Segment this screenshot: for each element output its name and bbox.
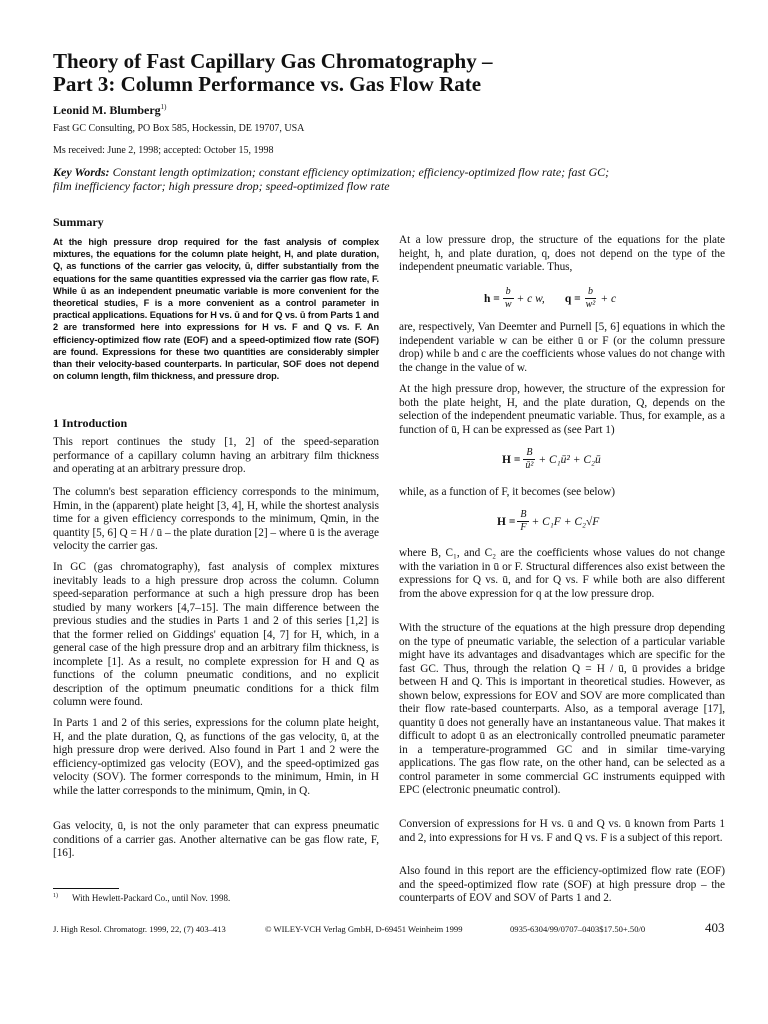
right-paragraph-1: At a low pressure drop, the structure of the equations for the plate height, h, and plate duration, q, does not depend on the type of the independent pneumatic variable. Thus,: [399, 234, 725, 273]
footnote-mark: 1): [53, 893, 58, 899]
equation-2: [502, 447, 601, 472]
right-paragraph-5: where B, C₁, and C₂ are the coefficients whose values do not change with the variation in ū or F. Structural differences also exist between the expressions for Q vs. ū, and for Q vs. F while both are also different from the above expression for q at the low pressure drop.: [399, 547, 725, 600]
eq3-fraction: [517, 509, 529, 534]
eq1-q: q =: [564, 292, 581, 305]
right-paragraph-2: are, respectively, Van Deemter and Purnell [5, 6] equations in which the independent variable w can be either ū or F (or the column pressure drop) while b and c are the coefficients whose values do not change with the change in the value of w.: [399, 321, 725, 374]
eq2-numerator: B: [523, 447, 535, 460]
footnote-rule: [53, 888, 119, 889]
page-number: 403: [705, 920, 725, 935]
intro-paragraph-3: In GC (gas chromatography), fast analysis of complex mixtures inevitably leads to a high pressure drop across the column. Column speed-separation performance at such a high pressure drop has been studied by many workers [4,7–15]. The main difference between the previous studies and the studies in Parts 1 and 2 of this series [1,2] is that the former relied on Giddings' equation [4, 7] for H, which, in a general case of the high pressure drop and an arbitrary film thickness, is incomplete [1]. As a result, no complete expression for H and Q as functions of the column pneumatic conditions, and no explicit description of the optimum pneumatic conditions for a thick film column were found.: [53, 561, 379, 708]
intro-heading: 1 Introduction: [53, 416, 128, 430]
right-paragraph-8: Also found in this report are the efficiency-optimized flow rate (EOF) and the speed-optimized flow rate (SOF) at high pressure drop – the counterparts of EOV and SOV of Parts 1 and 2.: [399, 865, 725, 904]
author-footnote-mark: 1): [160, 103, 167, 111]
right-paragraph-6: With the structure of the equations at the high pressure drop depending on the type of pneumatic variable, the selection of a particular variable might have its advantages and disadvantages which are specific for the fast GC. Thus, through the relation Q = H / ū, ū provides a bridge between H and Q. This is important in theoretical studies. However, as shown below, expressions for EOV and SOV are more complicated than their flow rate-based counterparts. Also, as a temporal average [17], quantity ū does not generally have an instantaneous value. That makes it difficult to adopt ū as an electronically controlled pneumatic parameter in a temperature-programmed GC and in similar time-varying applications. The gas flow rate, on the other hand, can be selected as a control parameter in some commercial GC instruments equipped with EPC (electronic pneumatic control).: [399, 622, 725, 796]
summary-text: At the high pressure drop required for the fast analysis of complex mixtures, the equations for the column plate height, H, and plate duration, Q, as functions of the carrier gas velocity, ū, differ substantially from the equations for the same quantities expressed via the carrier gas flow rate, F. While ū as an independent pneumatic variable is more convenient for the theoretical studies, F is a more convenient as a control parameter in practical applications. Equations for H vs. ū and for Q vs. ū from Parts 1 and 2 are transformed here into expressions for H vs. F and Q vs. F. An efficiency-optimized flow rate (EOF) and a speed-optimized flow rate (SOF) are found. Expressions for these two quantities are considerably simpler than their velocity-based counterparts. In particular, SOF does not depend on column length, film thickness, and pressure drop.: [53, 237, 379, 382]
footer-issn: 0935-6304/99/0707–0403$17.50+.50/0: [510, 924, 646, 934]
equation-3: [497, 509, 599, 534]
keywords: [53, 165, 713, 193]
eq2-denominator: ū²: [525, 460, 534, 471]
eq1-fraction-2: [583, 286, 599, 311]
intro-paragraph-5: Gas velocity, ū, is not the only parameter that can express pneumatic conditions of a carrier gas. Another alternative can be gas flow rate, F, [16].: [53, 820, 379, 859]
paper-title: [53, 50, 713, 96]
affiliation: Fast GC Consulting, PO Box 585, Hockessin, DE 19707, USA: [53, 123, 305, 134]
intro-paragraph-2: The column's best separation efficiency corresponds to the minimum, Hmin, in the (apparent) plate height [3, 4], H, while the shortest analysis time for a given efficiency corresponds to the minimum, Qmin, in the quantity [5, 6] Q = H / ū – the plate duration [2] – where ū is the average velocity the carrier gas.: [53, 486, 379, 552]
eq1-tail: + c w,: [516, 292, 545, 305]
eq1-fraction: [502, 286, 515, 311]
eq1-h: h =: [484, 292, 500, 305]
keywords-line-1: Constant length optimization; constant efficiency optimization; efficiency-optimized flow rate; fast GC;: [112, 165, 610, 179]
right-paragraph-3: At the high pressure drop, however, the structure of the expression for both the plate height, H, and the plate duration, Q, depends on the selection of the independent pneumatic variable. Thus, for example, as a function of ū, H can be expressed as (see Part 1): [399, 383, 725, 436]
eq1-tail-2: + c: [600, 292, 617, 305]
title-line-1: Theory of Fast Capillary Gas Chromatography –: [53, 49, 493, 73]
eq2-fraction: [522, 447, 536, 472]
eq3-denominator: F: [520, 522, 527, 533]
footnote-text: With Hewlett-Packard Co., until Nov. 1998.: [72, 893, 231, 903]
eq3-H: H =: [497, 515, 516, 528]
eq1-denominator-2: w²: [585, 299, 596, 310]
footer-publisher: © WILEY-VCH Verlag GmbH, D-69451 Weinheim 1999: [265, 924, 463, 934]
eq3-tail: + C₁F + C₂√F: [531, 515, 600, 528]
author-name: Leonid M. Blumberg: [53, 103, 161, 117]
right-paragraph-4: while, as a function of F, it becomes (see below): [399, 486, 615, 498]
footnote: [53, 893, 230, 903]
keywords-line-2: film inefficiency factor; high pressure drop; speed-optimized flow rate: [53, 179, 390, 193]
title-line-2: Part 3: Column Performance vs. Gas Flow Rate: [53, 72, 482, 96]
keywords-label: Key Words:: [53, 165, 110, 179]
eq1-numerator: b: [503, 286, 514, 299]
eq1-denominator: w: [504, 299, 512, 310]
summary-heading: Summary: [53, 215, 104, 229]
author: [53, 103, 167, 118]
equation-1: [484, 286, 616, 311]
eq1-numerator-2: b: [585, 286, 596, 299]
right-paragraph-7: Conversion of expressions for H vs. ū and Q vs. ū known from Parts 1 and 2, into expressions for H vs. F and Q vs. F is a subject of this report.: [399, 818, 725, 844]
eq3-numerator: B: [517, 509, 529, 522]
eq2-H: H =: [502, 453, 521, 466]
intro-paragraph-1: This report continues the study [1, 2] of the speed-separation performance of a capillary column having an arbitrary film thickness and operating at an arbitrary pressure drop.: [53, 436, 379, 475]
footer-journal: J. High Resol. Chromatogr. 1999, 22, (7) 403–413: [53, 924, 226, 934]
intro-paragraph-4: In Parts 1 and 2 of this series, expressions for the column plate height, H, and the plate duration, Q, as functions of the gas velocity, ū, at the high pressure drop were derived. Also found in Part 1 and 2 were the efficiency-optimized gas velocity (EOV), and the speed-optimized gas velocity (SOV). The former corresponds to the minimum, Hmin, in H while the latter corresponds to the minimum, Qmin, in Q.: [53, 717, 379, 797]
received-dates: Ms received: June 2, 1998; accepted: October 15, 1998: [53, 145, 274, 156]
eq2-tail: + C₁ū² + C₂ū: [538, 453, 601, 466]
